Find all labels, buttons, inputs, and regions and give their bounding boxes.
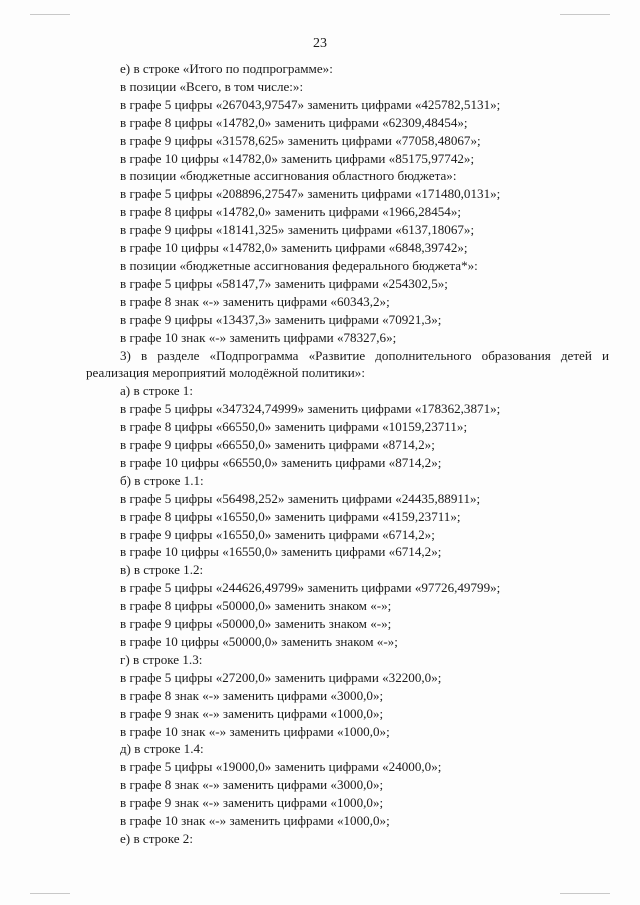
text-line: в графе 10 знак «-» заменить цифрами «1000,0»; — [120, 813, 390, 829]
text-line: в графе 5 цифры «267043,97547» заменить цифрами «425782,5131»; — [120, 96, 501, 112]
text-line: в графе 10 цифры «16550,0» заменить цифрами «6714,2»; — [120, 544, 442, 560]
scan-artifact-top-right — [560, 14, 610, 15]
text-line: в графе 10 знак «-» заменить цифрами «78327,6»; — [120, 329, 397, 345]
text-line: в графе 5 цифры «208896,27547» заменить цифрами «171480,0131»; — [120, 186, 501, 202]
text-line: в графе 9 цифры «31578,625» заменить цифрами «77058,48067»; — [120, 132, 481, 148]
section-heading-paragraph: 3) в разделе «Подпрограмма «Развитие дополнительного образования детей и реализация мероприятий молодёжной политики»: — [86, 347, 609, 381]
text-line: в графе 9 цифры «66550,0» заменить цифрами «8714,2»; — [120, 437, 435, 453]
text-line: в графе 10 цифры «14782,0» заменить цифрами «85175,97742»; — [120, 150, 475, 166]
text-line: д) в строке 1.4: — [120, 741, 204, 757]
text-line: г) в строке 1.3: — [120, 651, 203, 667]
text-line: в графе 5 цифры «19000,0» заменить цифрами «24000,0»; — [120, 759, 442, 775]
text-line: в графе 8 знак «-» заменить цифрами «60343,2»; — [120, 293, 390, 309]
text-line: в позиции «бюджетные ассигнования областного бюджета»: — [120, 168, 457, 184]
text-line: в графе 9 знак «-» заменить цифрами «1000,0»; — [120, 795, 384, 811]
text-line: в графе 9 цифры «18141,325» заменить цифрами «6137,18067»; — [120, 222, 475, 238]
text-line: в позиции «бюджетные ассигнования федерального бюджета*»: — [120, 257, 478, 273]
text-line: в графе 5 цифры «347324,74999» заменить цифрами «178362,3871»; — [120, 401, 501, 417]
text-line: в позиции «Всего, в том числе:»: — [120, 78, 304, 94]
text-line: в графе 5 цифры «27200,0» заменить цифрами «32200,0»; — [120, 669, 442, 685]
scan-artifact-bottom-right — [560, 893, 610, 894]
text-line: в) в строке 1.2: — [120, 562, 204, 578]
text-line: в графе 8 цифры «14782,0» заменить цифрами «62309,48454»; — [120, 114, 468, 130]
text-line: б) в строке 1.1: — [120, 472, 204, 488]
text-line: в графе 5 цифры «58147,7» заменить цифрами «254302,5»; — [120, 275, 448, 291]
text-line: в графе 10 знак «-» заменить цифрами «1000,0»; — [120, 723, 390, 739]
text-line: а) в строке 1: — [120, 383, 193, 399]
text-line: в графе 8 знак «-» заменить цифрами «3000,0»; — [120, 777, 384, 793]
text-line: в графе 9 знак «-» заменить цифрами «1000,0»; — [120, 705, 384, 721]
scan-artifact-bottom-left — [30, 893, 70, 894]
text-line: в графе 8 знак «-» заменить цифрами «3000,0»; — [120, 687, 384, 703]
document-body — [86, 60, 609, 848]
text-line: в графе 10 цифры «14782,0» заменить цифрами «6848,39742»; — [120, 240, 468, 256]
text-line: в графе 8 цифры «16550,0» заменить цифрами «4159,23711»; — [120, 508, 461, 524]
text-line: е) в строке 2: — [120, 830, 193, 846]
scan-artifact-top-left — [30, 14, 70, 15]
text-line: в графе 5 цифры «56498,252» заменить цифрами «24435,88911»; — [120, 490, 481, 506]
page-number: 23 — [313, 36, 327, 51]
text-line: в графе 5 цифры «244626,49799» заменить цифрами «97726,49799»; — [120, 580, 501, 596]
text-line: в графе 8 цифры «66550,0» заменить цифрами «10159,23711»; — [120, 419, 468, 435]
text-line: в графе 9 цифры «16550,0» заменить цифрами «6714,2»; — [120, 526, 435, 542]
text-line: в графе 10 цифры «66550,0» заменить цифрами «8714,2»; — [120, 454, 442, 470]
text-line: е) в строке «Итого по подпрограмме»: — [120, 61, 333, 76]
text-line: в графе 8 цифры «14782,0» заменить цифрами «1966,28454»; — [120, 204, 462, 220]
text-line: в графе 8 цифры «50000,0» заменить знаком «-»; — [120, 598, 392, 614]
text-line: в графе 9 цифры «13437,3» заменить цифрами «70921,3»; — [120, 311, 442, 327]
text-line: в графе 9 цифры «50000,0» заменить знаком «-»; — [120, 616, 392, 632]
text-line: в графе 10 цифры «50000,0» заменить знаком «-»; — [120, 634, 398, 649]
